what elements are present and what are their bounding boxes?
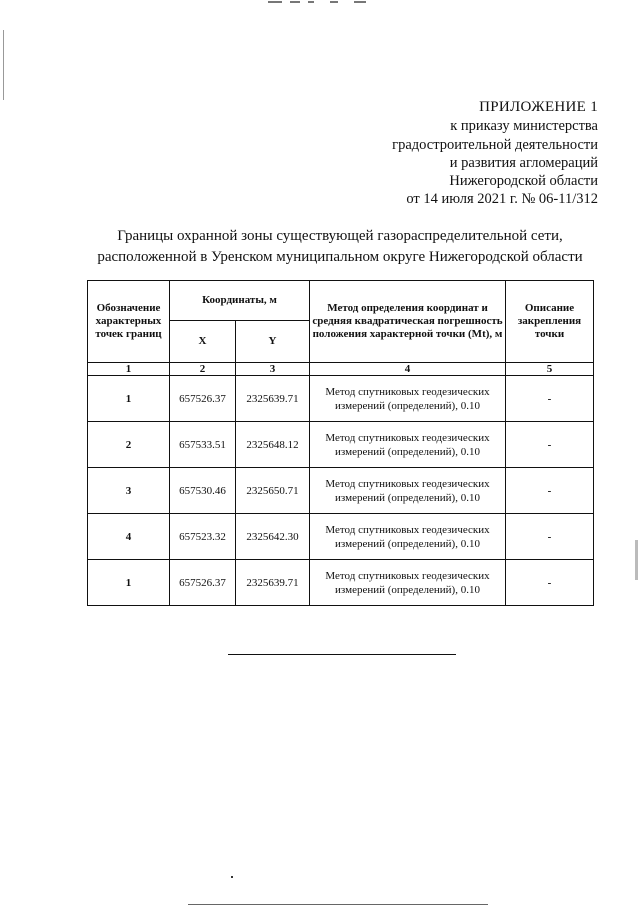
table-row bbox=[88, 422, 594, 468]
document-title bbox=[40, 226, 640, 268]
appendix-line: к приказу министерства bbox=[450, 118, 598, 135]
x-coordinate: 657530.46 bbox=[170, 468, 236, 514]
column-number: 2 bbox=[170, 363, 236, 376]
method-text: Метод спутниковых геодезических измерений (определений), 0.10 bbox=[310, 514, 506, 560]
method-text: Метод спутниковых геодезических измерений (определений), 0.10 bbox=[310, 422, 506, 468]
header-y: Y bbox=[236, 321, 310, 363]
y-coordinate: 2325639.71 bbox=[236, 376, 310, 422]
column-number: 1 bbox=[88, 363, 170, 376]
table-row bbox=[88, 514, 594, 560]
appendix-block bbox=[392, 98, 598, 209]
title-line-2: расположенной в Уренском муниципальном округе Нижегородской области bbox=[97, 249, 583, 265]
point-description: - bbox=[506, 468, 594, 514]
method-text: Метод спутниковых геодезических измерений (определений), 0.10 bbox=[310, 376, 506, 422]
x-coordinate: 657526.37 bbox=[170, 560, 236, 606]
appendix-line: градостроительной деятельности bbox=[392, 136, 598, 153]
appendix-line: Нижегородской области bbox=[449, 173, 598, 190]
x-coordinate: 657523.32 bbox=[170, 514, 236, 560]
point-id: 2 bbox=[88, 422, 170, 468]
appendix-line: от 14 июля 2021 г. № 06-11/312 bbox=[406, 191, 598, 208]
y-coordinate: 2325650.71 bbox=[236, 468, 310, 514]
point-id: 1 bbox=[88, 376, 170, 422]
x-coordinate: 657526.37 bbox=[170, 376, 236, 422]
column-number: 4 bbox=[310, 363, 506, 376]
scan-edge-left bbox=[3, 30, 4, 100]
coordinates-table bbox=[87, 280, 594, 606]
point-description: - bbox=[506, 376, 594, 422]
method-text: Метод спутниковых геодезических измерений (определений), 0.10 bbox=[310, 468, 506, 514]
point-description: - bbox=[506, 514, 594, 560]
method-text: Метод спутниковых геодезических измерений (определений), 0.10 bbox=[310, 560, 506, 606]
point-id: 3 bbox=[88, 468, 170, 514]
column-number: 3 bbox=[236, 363, 310, 376]
header-point: Обозначение характерных точек границ bbox=[88, 281, 170, 363]
table-row bbox=[88, 376, 594, 422]
column-number: 5 bbox=[506, 363, 594, 376]
header-method: Метод определения координат и средняя квадратическая погрешность положения характерной точки (Mt), м bbox=[310, 281, 506, 363]
point-description: - bbox=[506, 422, 594, 468]
y-coordinate: 2325642.30 bbox=[236, 514, 310, 560]
x-coordinate: 657533.51 bbox=[170, 422, 236, 468]
header-description: Описание закрепления точки bbox=[506, 281, 594, 363]
appendix-line: и развития агломераций bbox=[449, 154, 598, 171]
y-coordinate: 2325639.71 bbox=[236, 560, 310, 606]
point-id: 4 bbox=[88, 514, 170, 560]
appendix-heading: ПРИЛОЖЕНИЕ 1 bbox=[479, 99, 598, 115]
table-row bbox=[88, 560, 594, 606]
scan-artifact-top bbox=[268, 0, 378, 6]
header-coordinates: Координаты, м bbox=[170, 281, 310, 321]
y-coordinate: 2325648.12 bbox=[236, 422, 310, 468]
point-id: 1 bbox=[88, 560, 170, 606]
title-line-1: Границы охранной зоны существующей газораспределительной сети, bbox=[117, 228, 563, 244]
point-description: - bbox=[506, 560, 594, 606]
scan-dot bbox=[231, 876, 233, 878]
table-row bbox=[88, 468, 594, 514]
scan-edge-right bbox=[635, 540, 638, 580]
closing-rule bbox=[228, 654, 456, 655]
header-x: X bbox=[170, 321, 236, 363]
